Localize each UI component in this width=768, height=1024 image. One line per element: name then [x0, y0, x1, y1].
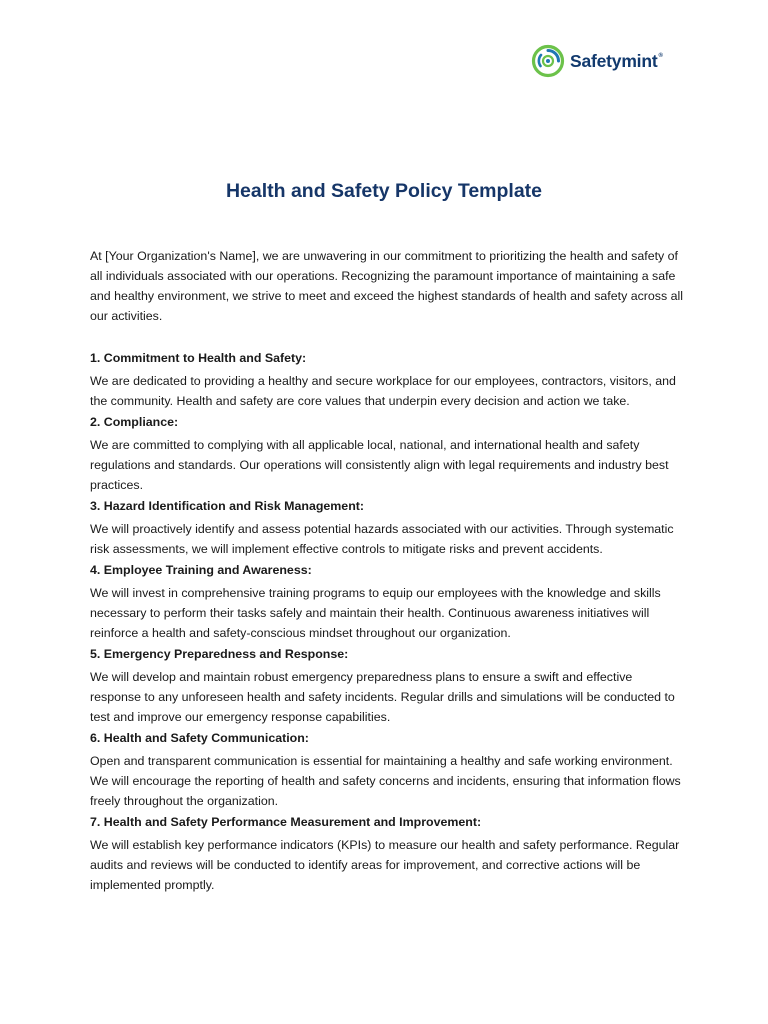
policy-section [90, 644, 685, 727]
section-heading: 1. Commitment to Health and Safety: [90, 351, 307, 365]
brand-name: Safetymint® [570, 50, 663, 71]
section-text: We will proactively identify and assess potential hazards associated with our activities. Through systematic risk assessments, we will implement effective controls to mitigate risks and prevent accidents. [90, 522, 674, 556]
brand-logo [531, 44, 663, 78]
section-heading: 5. Emergency Preparedness and Response: [90, 647, 349, 661]
section-text: We are dedicated to providing a healthy and secure workplace for our employees, contractors, visitors, and the community. Health and safety are core values that underpin every decision and action we take. [90, 374, 676, 408]
policy-section [90, 496, 685, 559]
section-text: Open and transparent communication is essential for maintaining a healthy and safe working environment. We will encourage the reporting of health and safety concerns and incidents, ensuring that information flows freely throughout the organization. [90, 754, 681, 808]
section-text: We will establish key performance indicators (KPIs) to measure our health and safety performance. Regular audits and reviews will be conducted to identify areas for improvement, and corrective actions will be implemented promptly. [90, 838, 680, 892]
section-heading: 2. Compliance: [90, 415, 179, 429]
document-body [90, 246, 685, 896]
section-text: We will develop and maintain robust emergency preparedness plans to ensure a swift and effective response to any unforeseen health and safety incidents. Regular drills and simulations will be conducted to test and improve our emergency response capabilities. [90, 670, 675, 724]
policy-section [90, 728, 685, 811]
policy-section [90, 348, 685, 411]
section-heading: 7. Health and Safety Performance Measurement and Improvement: [90, 815, 482, 829]
intro-paragraph: At [Your Organization's Name], we are unwavering in our commitment to prioritizing the health and safety of all individuals associated with our operations. Recognizing the paramount importance of maintaining a safe and healthy environment, we strive to meet and exceed the highest standards of health and safety across all our activities. [90, 249, 684, 323]
policy-section [90, 560, 685, 643]
safetymint-logo-icon [531, 44, 565, 78]
section-text: We are committed to complying with all applicable local, national, and international health and safety regulations and standards. Our operations will consistently align with legal requirements and industry best practices. [90, 438, 669, 492]
section-text: We will invest in comprehensive training programs to equip our employees with the knowledge and skills necessary to perform their tasks safely and maintain their health. Continuous awareness initiatives will reinforce a health and safety-conscious mindset throughout our organization. [90, 586, 661, 640]
policy-section [90, 412, 685, 495]
document-title: Health and Safety Policy Template [225, 180, 543, 202]
section-heading: 3. Hazard Identification and Risk Management: [90, 499, 365, 513]
trademark-symbol: ® [658, 52, 663, 59]
section-heading: 6. Health and Safety Communication: [90, 731, 309, 745]
policy-section [90, 812, 685, 895]
section-heading: 4. Employee Training and Awareness: [90, 563, 312, 577]
